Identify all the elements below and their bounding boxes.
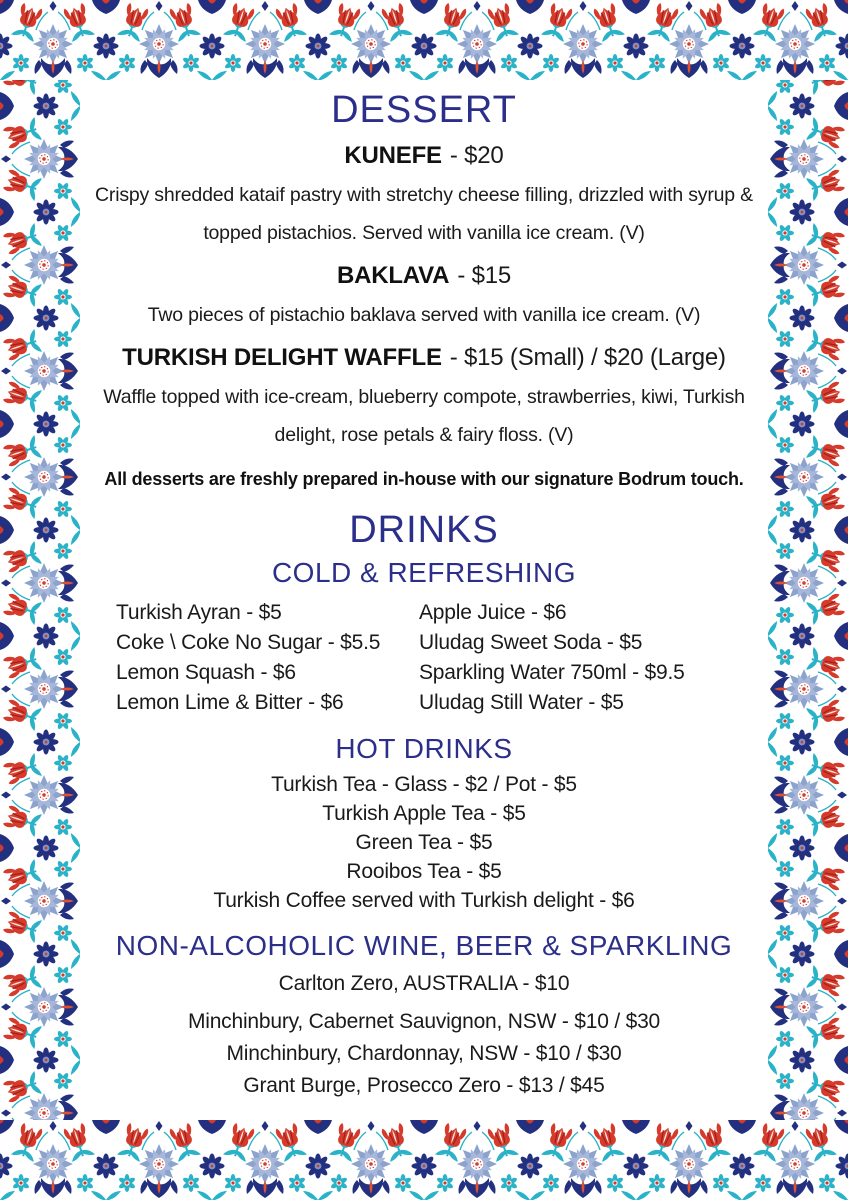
drink-item: Minchinbury, Cabernet Sauvignon, NSW - $10 / $30 bbox=[187, 1010, 661, 1033]
drink-item: Uludag Still Water - $5 bbox=[419, 691, 624, 714]
cold-drinks-columns bbox=[80, 598, 768, 718]
drink-item: Turkish Ayran - $5 bbox=[116, 601, 282, 624]
cold-drinks-left-list bbox=[80, 598, 419, 718]
border-top bbox=[0, 0, 848, 80]
non-alcoholic-list bbox=[80, 971, 768, 1099]
drink-item: Coke \ Coke No Sugar - $5.5 bbox=[116, 631, 381, 654]
hot-drinks-list bbox=[80, 770, 768, 915]
drink-item: Minchinbury, Chardonnay, NSW - $10 / $30 bbox=[226, 1042, 622, 1065]
border-left bbox=[0, 0, 80, 1200]
drink-item: Lemon Lime & Bitter - $6 bbox=[116, 691, 344, 714]
dessert-note: All desserts are freshly prepared in-house with our signature Bodrum touch. bbox=[104, 469, 744, 489]
item-name: KUNEFE bbox=[344, 142, 442, 169]
item-price: - $15 (Small) / $20 (Large) bbox=[449, 344, 726, 371]
drink-item: Turkish Tea - Glass - $2 / Pot - $5 bbox=[271, 773, 577, 796]
menu-item-baklava bbox=[80, 262, 768, 290]
menu-item-kunefe bbox=[80, 142, 768, 170]
drink-item: Lemon Squash - $6 bbox=[116, 661, 296, 684]
cold-drinks-right-list bbox=[419, 598, 768, 718]
item-name: BAKLAVA bbox=[336, 262, 450, 289]
border-right bbox=[768, 0, 848, 1200]
drink-item: Uludag Sweet Soda - $5 bbox=[419, 631, 643, 654]
drink-item: Apple Juice - $6 bbox=[419, 601, 567, 624]
non-alcoholic-heading: NON-ALCOHOLIC WINE, BEER & SPARKLING bbox=[115, 930, 733, 961]
menu-item-turkish-delight-waffle bbox=[80, 344, 768, 372]
item-price: - $15 bbox=[457, 262, 512, 289]
dessert-title: DESSERT bbox=[331, 89, 517, 131]
item-price: - $20 bbox=[449, 142, 504, 169]
drink-item: Green Tea - $5 bbox=[355, 831, 493, 854]
item-name: TURKISH DELIGHT WAFFLE bbox=[122, 344, 442, 371]
drink-item: Rooibos Tea - $5 bbox=[346, 860, 502, 883]
border-bottom bbox=[0, 1120, 848, 1200]
drink-item: Sparkling Water 750ml - $9.5 bbox=[419, 661, 685, 684]
hot-drinks-heading: HOT DRINKS bbox=[335, 733, 513, 764]
drinks-title: DRINKS bbox=[349, 509, 499, 551]
cold-drinks-heading: COLD & REFRESHING bbox=[271, 557, 577, 588]
drink-item: Carlton Zero, AUSTRALIA - $10 bbox=[278, 972, 570, 995]
drink-item: Turkish Apple Tea - $5 bbox=[322, 802, 526, 825]
item-description: Waffle topped with ice-cream, blueberry compote, strawberries, kiwi, Turkish delight, rose petals & fairy floss. (V) bbox=[103, 386, 745, 446]
item-description: Crispy shredded kataif pastry with stretchy cheese filling, drizzled with syrup & topped pistachios. Served with vanilla ice cream. (V) bbox=[95, 184, 753, 244]
item-description: Two pieces of pistachio baklava served with vanilla ice cream. (V) bbox=[147, 304, 701, 326]
menu-content bbox=[80, 80, 768, 1120]
drink-item: Grant Burge, Prosecco Zero - $13 / $45 bbox=[243, 1074, 605, 1097]
drink-item: Turkish Coffee served with Turkish delight - $6 bbox=[213, 889, 635, 912]
